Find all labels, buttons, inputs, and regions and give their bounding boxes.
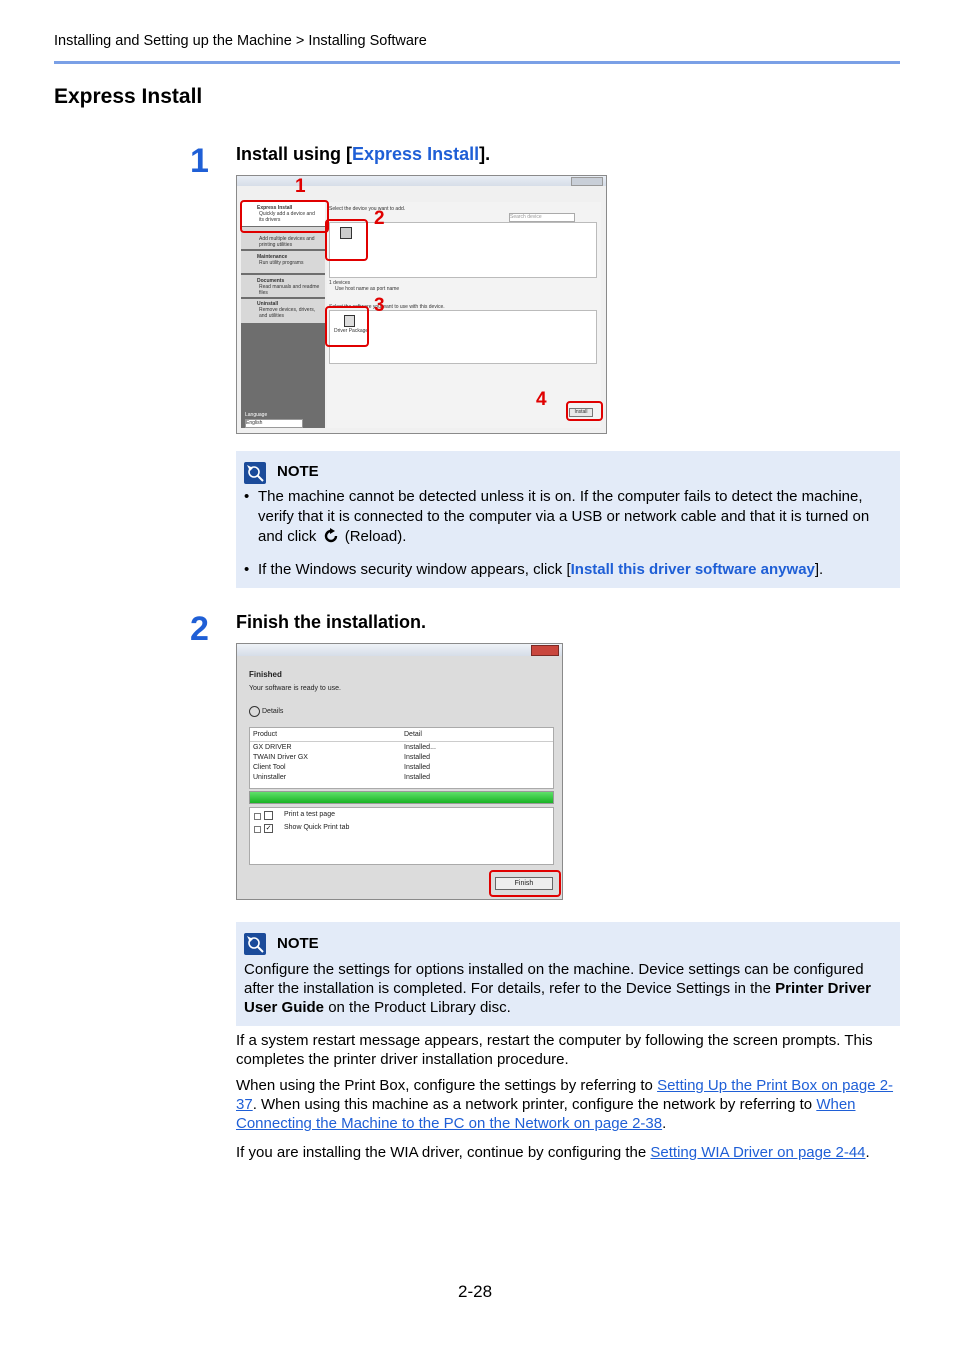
callout-box-3 [325,306,369,347]
callout-box-4 [566,401,603,421]
expand-icon[interactable] [254,826,261,833]
header-rule [54,61,900,64]
product-table [249,727,554,789]
table-row: GX DRIVER [253,744,292,751]
install-anyway-link[interactable]: Install this driver software anyway [570,561,815,578]
software-prompt: Select the software you want to use with this device. [329,304,445,310]
reload-icon [323,528,339,544]
step-1-title-prefix: Install using [ [236,144,353,164]
option-print-test: Print a test page [284,811,335,818]
callout-box-2 [325,219,368,261]
table-row: Installed... [404,744,436,751]
details-label[interactable]: Details [262,708,284,715]
note-heading: NOTE [277,463,319,480]
window-controls [571,177,603,186]
step-2-number: 2 [190,610,209,648]
step-1-title-link[interactable]: Express Install [352,144,480,164]
expand-icon[interactable] [254,813,261,820]
bullet-marker: • [244,488,250,505]
link-wia-driver[interactable]: Setting WIA Driver on page 2-44 [650,1144,866,1161]
driver-guide-name: Printer Driver User Guide [244,980,871,1016]
finish-button[interactable]: Finish [495,877,553,890]
close-icon[interactable] [531,645,559,656]
table-row: Client Tool [253,764,286,771]
print-test-checkbox[interactable] [264,811,273,820]
progress-fill [250,792,553,803]
device-list [329,222,597,278]
quick-print-checkbox[interactable]: ✓ [265,825,272,832]
driver-package-label[interactable]: Driver Package [334,328,369,334]
details-toggle-icon[interactable] [249,706,260,717]
bullet-marker: • [244,561,250,578]
note-bullet-1: The machine cannot be detected unless it is on. If the computer fails to detect the machine, verify that it is connected to the computer via a USB or network cable and that it is turned on and click (Reload). [258,488,870,545]
finish-callout-box [489,870,561,897]
finished-subheading: Your software is ready to use. [249,685,341,692]
window-titlebar [237,176,606,186]
language-select[interactable]: English [245,419,303,428]
callout-number-3: 3 [374,295,385,316]
link-print-box[interactable]: Setting Up the Print Box on page 2-37 [236,1077,894,1113]
note-2-text: Configure the settings for options installed on the machine. Device settings can be configured after the installation is completed. For details, refer to the Device Settings in the Printer Driver User Guide on the Product Library disc. [244,961,871,1016]
device-search-input[interactable]: Search device [509,213,575,222]
device-count: 1 devices [329,280,351,286]
callout-number-2: 2 [374,208,385,229]
restart-paragraph: If a system restart message appears, restart the computer by following the screen prompts. This completes the printer driver installation procedure. [236,1032,873,1068]
menu-item-custom[interactable]: Add multiple devices and printing utilities [241,227,325,249]
option-quick-print: Show Quick Print tab [284,824,350,831]
wia-paragraph: If you are installing the WIA driver, continue by configuring the Setting WIA Driver on page 2-44. [236,1144,870,1161]
menu-item-express[interactable]: Express Install Quickly add a device and its drivers [241,202,325,226]
note-heading: NOTE [277,935,319,952]
step-1-number: 1 [190,142,209,180]
table-row: Installed [404,764,431,771]
section-title: Express Install [54,85,203,108]
callout-box-1 [240,200,329,233]
breadcrumb: Installing and Setting up the Machine > Installing Software [54,33,427,49]
finished-heading: Finished [249,670,282,679]
language-label: Language [245,412,268,418]
column-detail: Detail [404,731,422,738]
print-box-paragraph: When using the Print Box, configure the settings by referring to Setting Up the Print Box on page 2-37. When using this machine as a network printer, configure the network by referring to When Connecting the Machine to the PC on the Network on page 2-38. [236,1077,894,1132]
step-2-title: Finish the installation. [236,612,427,632]
note-icon [244,933,266,955]
install-wizard-screenshot [236,175,607,434]
window-titlebar [237,644,562,656]
table-row: TWAIN Driver GX [253,754,308,761]
options-list [249,807,554,865]
callout-number-1: 1 [295,176,306,197]
menu-item-maintenance[interactable]: Maintenance Run utility programs [241,251,325,273]
host-name-option[interactable]: Use host name as port name [335,286,400,292]
select-device-text: Select the device you want to add. [329,206,406,212]
install-button[interactable]: Install [569,408,593,417]
menu-item-uninstall[interactable]: Uninstall Remove devices, drivers, and utilities [241,299,325,323]
step-1-title-suffix: ]. [479,144,491,164]
step-1-title [236,144,490,165]
table-row: Uninstaller [253,774,287,781]
software-list [329,310,597,364]
note-icon [244,462,266,484]
column-product: Product [253,731,278,738]
finished-screenshot [236,643,563,900]
table-row: Installed [404,754,431,761]
note-box-1 [236,451,900,588]
progress-bar [249,791,554,804]
link-network[interactable]: When Connecting the Machine to the PC on the Network on page 2-38 [236,1096,856,1132]
table-row: Installed [404,774,431,781]
note-bullet-2: If the Windows security window appears, click [Install this driver software anyway]. [258,561,824,578]
menu-item-documents[interactable]: Documents Read manuals and readme files [241,275,325,297]
wizard-menu [241,202,325,428]
page-number: 2-28 [458,1282,493,1301]
callout-number-4: 4 [536,389,547,410]
note-box-2 [236,922,900,1026]
